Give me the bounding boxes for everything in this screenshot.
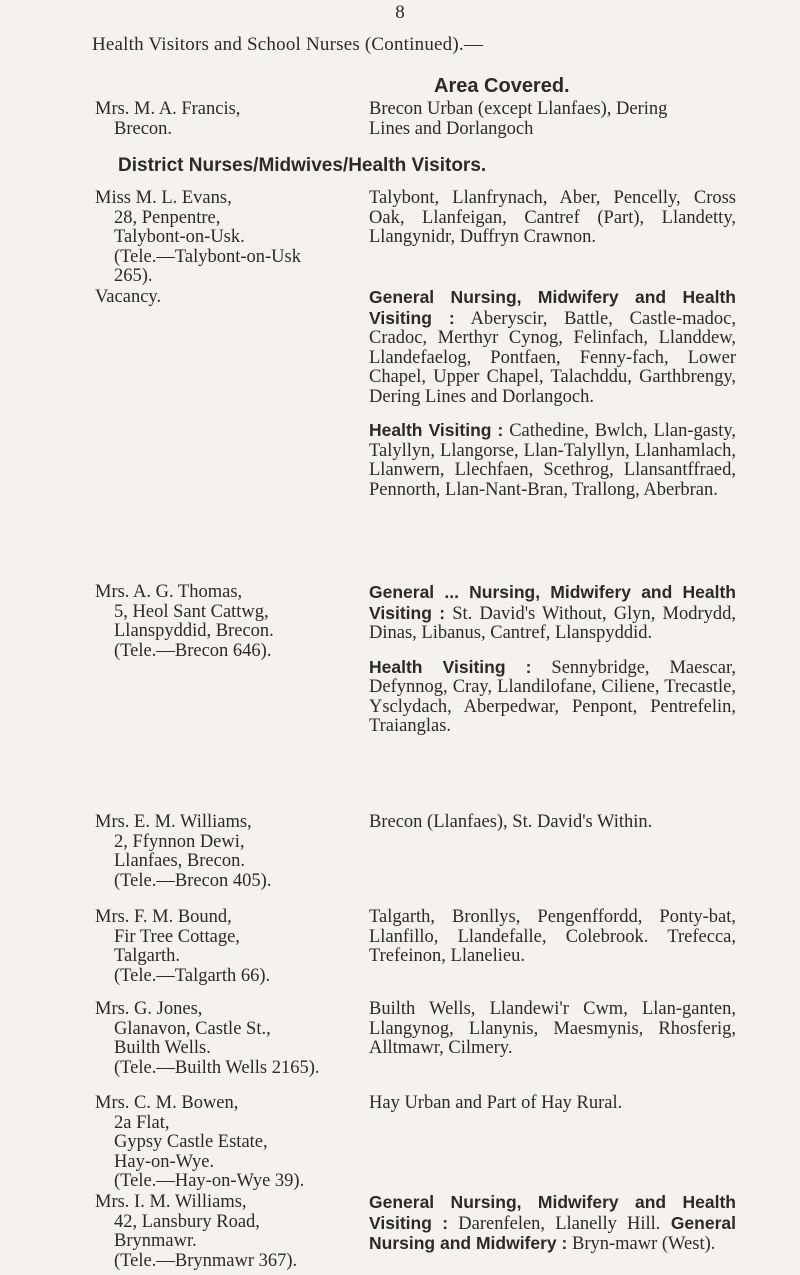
entry-francis-contact bbox=[95, 100, 357, 139]
area-text: Bryn-mawr (West). bbox=[567, 1234, 716, 1254]
contact-phone: (Tele.—Brynmawr 367). bbox=[114, 1250, 298, 1271]
contact-address: 5, Heol Sant Cattwg, bbox=[114, 601, 269, 622]
contact-address: 42, Lansbury Road, bbox=[114, 1211, 260, 1232]
contact-address: 2, Ffynnon Dewi, bbox=[114, 831, 245, 852]
area-covered-heading: Area Covered. bbox=[434, 75, 570, 97]
entry-bound-contact bbox=[95, 908, 357, 986]
contact-town: Llanfaes, Brecon. bbox=[114, 851, 245, 871]
service-heading: General Nursing, Midwifery and Health Visiting : bbox=[369, 1192, 736, 1233]
contact-town: Llanspyddid, Brecon. bbox=[114, 621, 274, 641]
contact-town: Talgarth. bbox=[114, 946, 180, 966]
contact-name: Mrs. M. A. Francis, bbox=[95, 99, 241, 119]
area-text: Talybont, Llanfrynach, Aber, Pencelly, Cross Oak, Llanfeigan, Cantref (Part), Llandetty, Llangynidr, Duffryn Crawnon. bbox=[369, 188, 736, 247]
contact-name: Mrs. C. M. Bowen, bbox=[95, 1093, 239, 1113]
area-paragraph bbox=[369, 421, 736, 500]
service-heading: General Nursing and Midwifery : bbox=[369, 1212, 736, 1253]
area-line: Lines and Dorlangoch bbox=[369, 118, 534, 139]
page-number: 8 bbox=[395, 2, 405, 23]
contact-town: Talybont-on-Usk. bbox=[114, 227, 245, 247]
entry-williams-i-contact bbox=[95, 1193, 357, 1271]
contact-phone: (Tele.—Brecon 405). bbox=[114, 870, 272, 891]
contact-address: 28, Penpentre, bbox=[114, 207, 221, 228]
service-heading: Health Visiting : bbox=[369, 420, 504, 440]
vacancy-label: Vacancy. bbox=[95, 287, 162, 307]
area-paragraph bbox=[369, 288, 736, 407]
contact-name: Mrs. I. M. Williams, bbox=[95, 1192, 247, 1212]
contact-address: Fir Tree Cottage, bbox=[114, 926, 240, 947]
area-text: Talgarth, Bronllys, Pengenffordd, Ponty-bat, Llanfillo, Llandefalle, Colebrook. Trefecca, Trefeinon, Llanelieu. bbox=[369, 907, 736, 966]
area-line: Brecon Urban (except Llanfaes), Dering bbox=[369, 99, 668, 119]
entry-vacancy-area bbox=[369, 288, 736, 514]
entry-bowen-contact bbox=[95, 1094, 357, 1192]
entry-jones-contact bbox=[95, 1000, 357, 1078]
entry-williams-e-area bbox=[369, 813, 736, 847]
contact-name: Mrs. F. M. Bound, bbox=[95, 907, 232, 927]
area-text: Cathedine, Bwlch, Llan-gasty, Talyllyn, Llangorse, Llan-Talyllyn, Llanhamlach, Llanwern, Llechfaen, Scethrog, Llansantffraed, Pennorth, Llan-Nant-Bran, Trallong, Aberbran. bbox=[369, 421, 737, 500]
area-paragraph bbox=[369, 583, 736, 644]
entry-bowen-area bbox=[369, 1094, 736, 1128]
section-heading: District Nurses/Midwives/Health Visitors. bbox=[118, 155, 487, 176]
area-text: Sennybridge, Maescar, Defynnog, Cray, Llandilofane, Ciliene, Trecastle, Ysclydach, Aberpedwar, Penpont, Pentrefelin, Traianglas. bbox=[369, 657, 736, 736]
contact-name: Mrs. A. G. Thomas, bbox=[95, 582, 243, 602]
contact-name: Mrs. G. Jones, bbox=[95, 999, 203, 1019]
area-paragraph bbox=[369, 1193, 736, 1255]
area-text: Brecon (Llanfaes), St. David's Within. bbox=[369, 812, 653, 832]
service-heading: General Nursing, Midwifery and Health Visiting : bbox=[369, 287, 736, 328]
entry-thomas-contact bbox=[95, 583, 357, 661]
contact-address: Glanavon, Castle St., bbox=[114, 1018, 271, 1039]
entry-francis-area bbox=[369, 100, 769, 139]
area-paragraph bbox=[369, 658, 736, 737]
contact-name: Miss M. L. Evans, bbox=[95, 188, 232, 208]
entry-evans-area bbox=[369, 189, 736, 262]
area-text: Darenfelen, Llanelly Hill. bbox=[448, 1213, 661, 1234]
contact-phone: (Tele.—Hay-on-Wye 39). bbox=[114, 1171, 305, 1191]
area-text: Hay Urban and Part of Hay Rural. bbox=[369, 1093, 623, 1113]
contact-phone-cont: 265). bbox=[114, 266, 153, 286]
contact-phone: (Tele.—Brecon 646). bbox=[114, 640, 272, 661]
contact-phone: (Tele.—Talgarth 66). bbox=[114, 965, 271, 986]
service-heading: Health Visiting : bbox=[369, 656, 532, 677]
contact-town: Builth Wells. bbox=[114, 1038, 211, 1058]
contact-town: Hay-on-Wye. bbox=[114, 1151, 215, 1172]
contact-address: 2a Flat, bbox=[114, 1112, 170, 1133]
contact-phone: (Tele.—Talybont-on-Usk bbox=[114, 246, 301, 267]
entry-vacancy-contact bbox=[95, 288, 357, 308]
contact-name: Mrs. E. M. Williams, bbox=[95, 812, 252, 832]
service-heading: General ... Nursing, Midwifery and Health Visiting : bbox=[369, 582, 736, 623]
entry-thomas-area bbox=[369, 583, 736, 751]
contact-phone: (Tele.—Builth Wells 2165). bbox=[114, 1057, 320, 1078]
entry-evans-contact bbox=[95, 189, 357, 287]
area-text: Aberyscir, Battle, Castle-madoc, Cradoc, Merthyr Cynog, Felinfach, Llanddew, Llandefaelog, Pontfaen, Fenny-fach, Lower Chapel, Upper Chapel, Talachddu, Garthbrengy, Dering Lines and Dorlangoch. bbox=[369, 308, 737, 407]
entry-jones-area bbox=[369, 1000, 736, 1073]
entry-williams-i-area bbox=[369, 1193, 736, 1269]
running-head: Health Visitors and School Nurses (Continued).— bbox=[92, 34, 484, 55]
contact-town: Brynmawr. bbox=[114, 1231, 197, 1251]
entry-williams-e-contact bbox=[95, 813, 357, 891]
entry-bound-area bbox=[369, 908, 736, 981]
area-text: Builth Wells, Llandewi'r Cwm, Llan-ganten, Llangynog, Llanynis, Maesmynis, Rhosferig, Alltmawr, Cilmery. bbox=[369, 999, 736, 1058]
contact-estate: Gypsy Castle Estate, bbox=[114, 1132, 268, 1152]
contact-place: Brecon. bbox=[114, 118, 173, 139]
area-text: St. David's Without, Glyn, Modrydd, Dinas, Libanus, Cantref, Llanspyddid. bbox=[369, 603, 736, 643]
